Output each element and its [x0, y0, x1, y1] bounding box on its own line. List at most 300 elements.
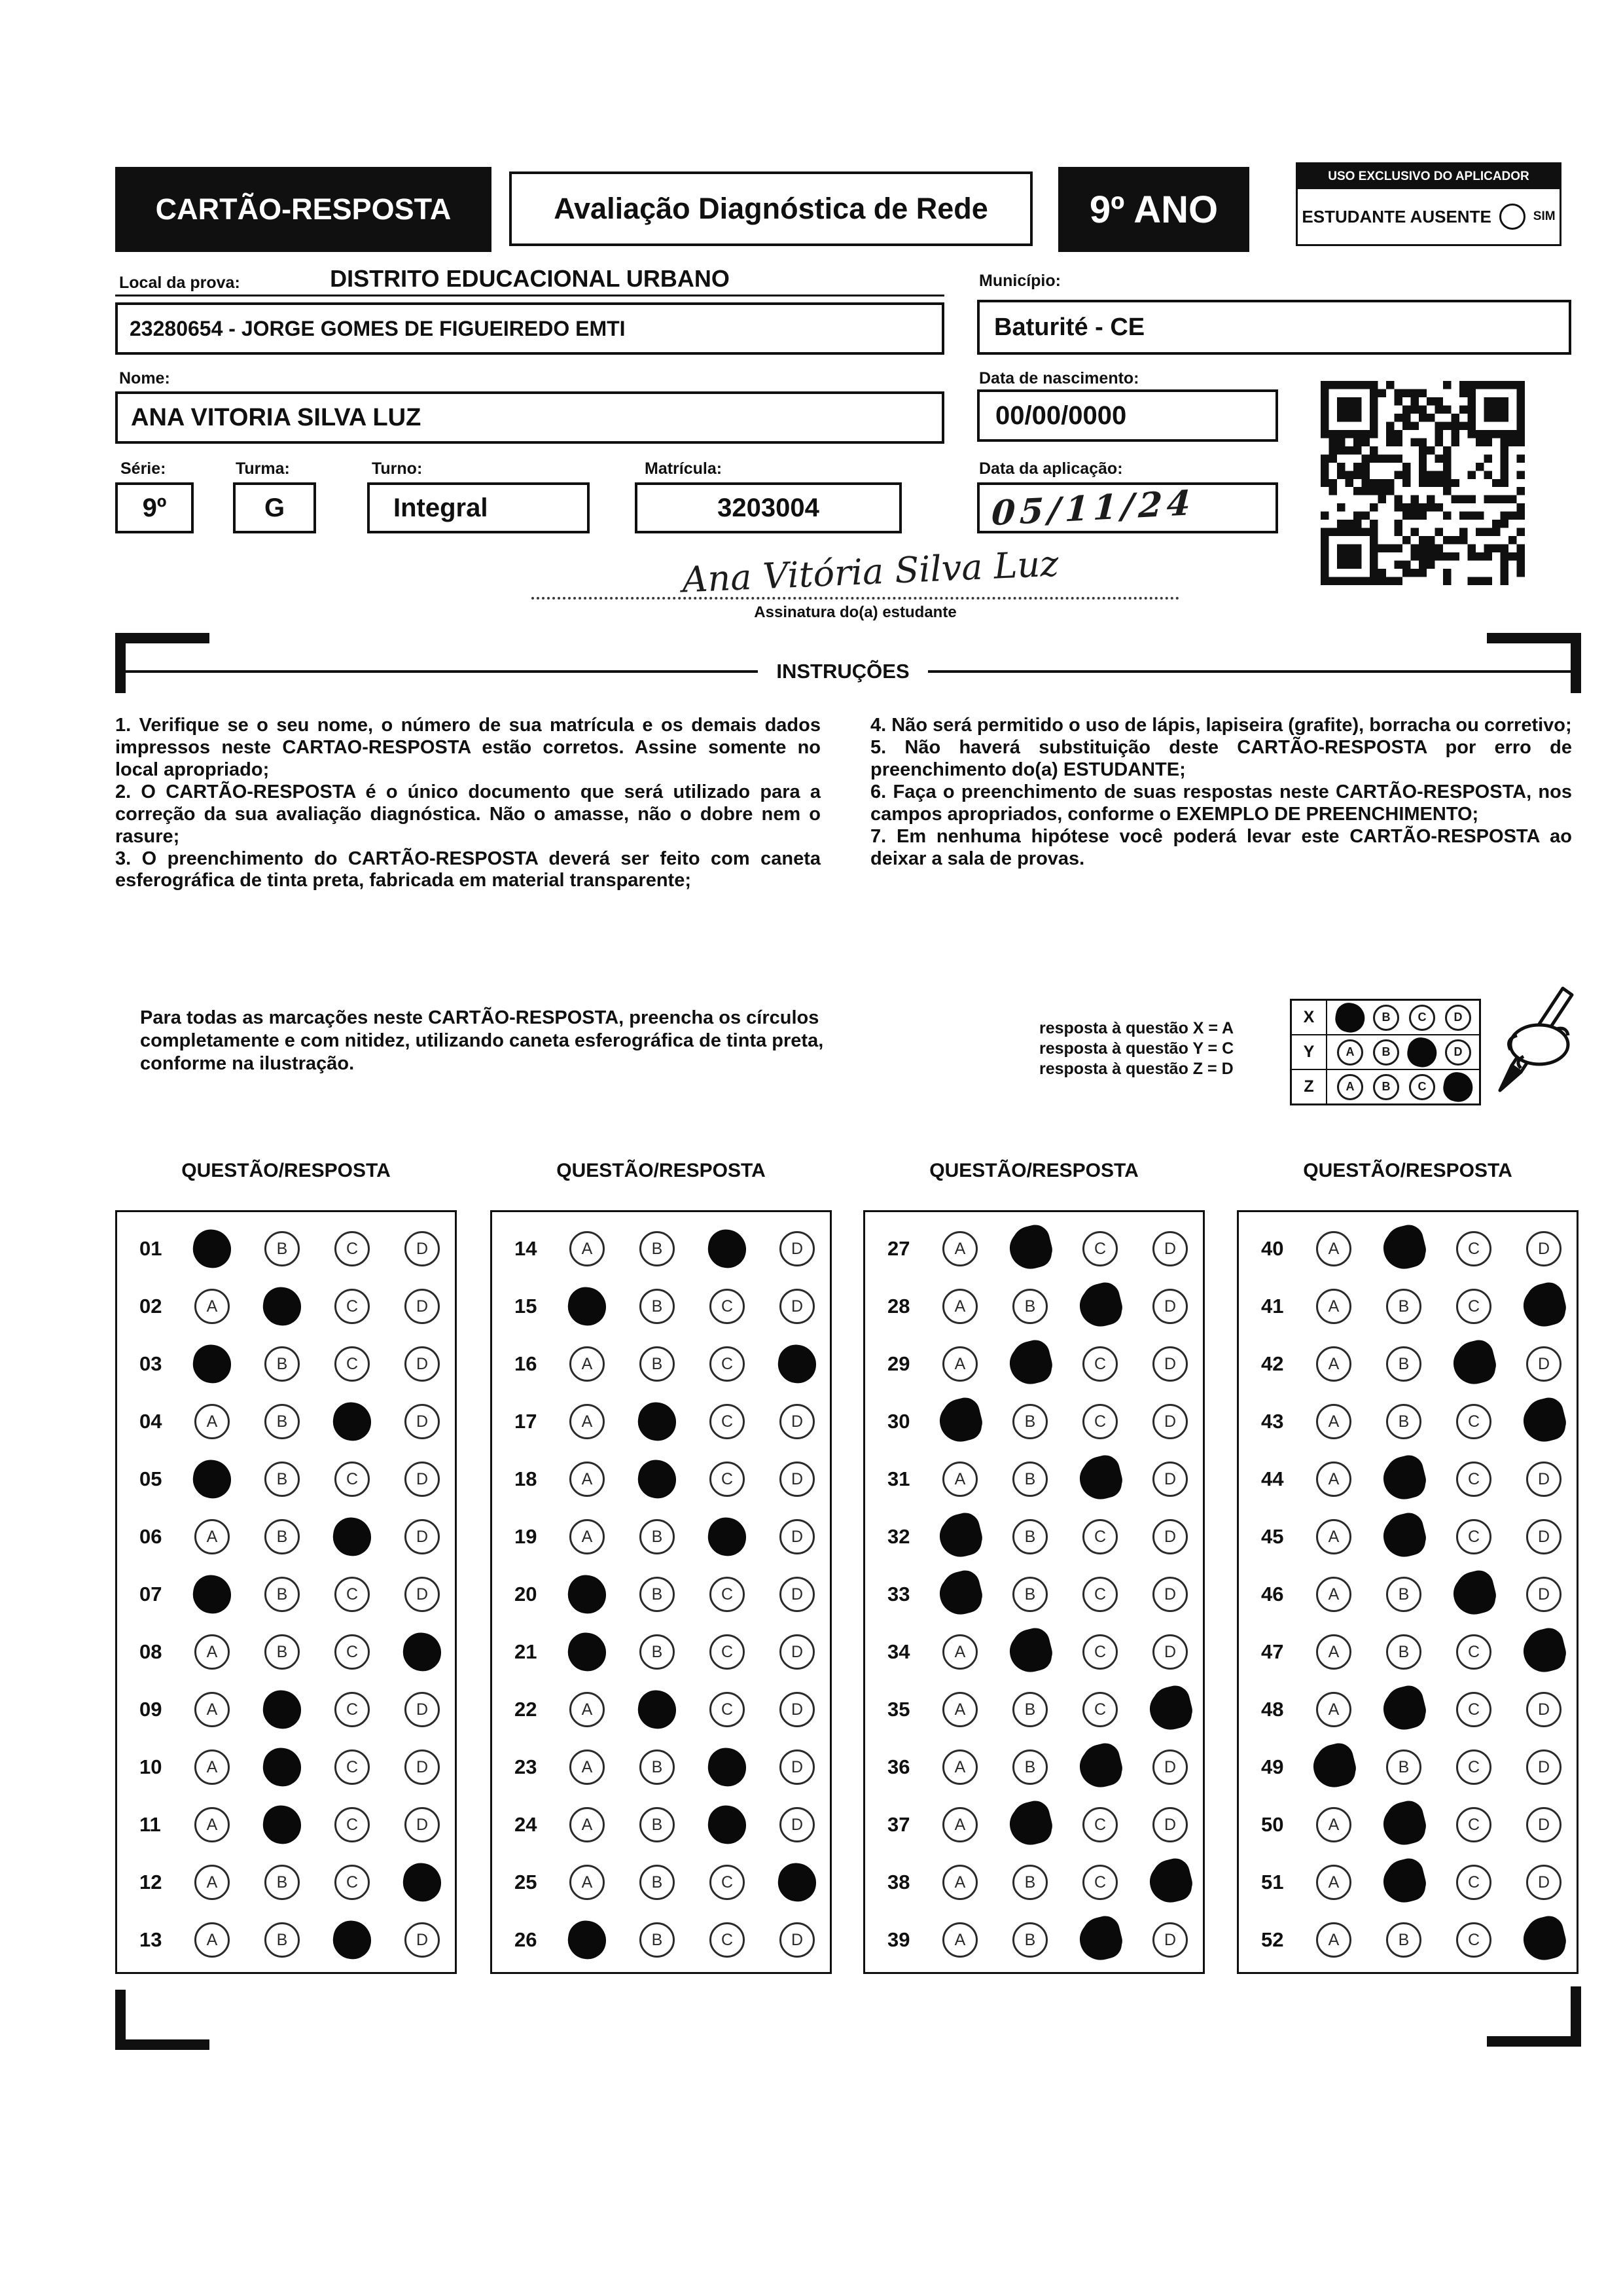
bubble-c[interactable]: C — [709, 1289, 745, 1324]
question-row — [117, 1854, 455, 1911]
qr-code — [1321, 381, 1525, 585]
bubble-d[interactable] — [1520, 1282, 1569, 1331]
bubble-c[interactable]: C — [1456, 1404, 1491, 1439]
question-number: 12 — [139, 1871, 162, 1893]
bubble-c[interactable] — [330, 1918, 374, 1962]
bubble-b[interactable] — [1006, 1340, 1055, 1389]
question-row — [117, 1738, 455, 1796]
question-row — [117, 1220, 455, 1278]
bubble-d[interactable] — [1520, 1916, 1569, 1965]
municipio-label: Município: — [979, 272, 1061, 290]
question-number: 19 — [514, 1525, 537, 1548]
bubble-b[interactable] — [1380, 1801, 1429, 1850]
bubble-a[interactable] — [565, 1573, 609, 1617]
question-number: 46 — [1261, 1583, 1284, 1605]
bubble-d[interactable]: D — [1526, 1462, 1561, 1497]
bubble-b[interactable]: B — [264, 1577, 300, 1612]
bubble-c[interactable]: C — [1456, 1231, 1491, 1266]
applicator-box — [1296, 162, 1561, 246]
bubble-c[interactable] — [705, 1746, 749, 1789]
example-grid — [1290, 999, 1481, 1105]
local-da-prova-value: DISTRITO EDUCACIONAL URBANO — [330, 265, 730, 292]
bubble-d[interactable] — [1520, 1397, 1569, 1446]
bubble-a[interactable]: A — [569, 1404, 605, 1439]
bubble-b[interactable] — [1380, 1225, 1429, 1274]
bubble-c[interactable]: C — [334, 1749, 370, 1785]
bubble-d[interactable]: D — [404, 1404, 440, 1439]
question-row — [1239, 1911, 1577, 1969]
bubble-c[interactable]: C — [334, 1865, 370, 1900]
bubble-b[interactable]: B — [1012, 1519, 1048, 1554]
bubble-b[interactable]: B — [639, 1519, 675, 1554]
question-number: 16 — [514, 1352, 537, 1375]
bubble-c[interactable]: C — [1082, 1807, 1118, 1842]
question-number: 33 — [887, 1583, 910, 1605]
turma-label: Turma: — [236, 459, 290, 478]
question-row — [492, 1450, 830, 1508]
example-bubble-b: B — [1373, 1039, 1399, 1066]
nascimento-box[interactable]: 00/00/0000 — [977, 389, 1278, 442]
bubble-c[interactable] — [330, 1400, 374, 1444]
bubble-b[interactable]: B — [264, 1922, 300, 1958]
bubble-d[interactable]: D — [779, 1577, 815, 1612]
bubble-b[interactable]: B — [264, 1346, 300, 1382]
instruction-item: 4. Não será permitido o uso de lápis, lapiseira (grafite), borracha ou corretivo; — [870, 715, 1572, 736]
bubble-c[interactable]: C — [334, 1634, 370, 1670]
bubble-c[interactable]: C — [1082, 1346, 1118, 1382]
bubble-c[interactable]: C — [709, 1577, 745, 1612]
bubble-b[interactable] — [1006, 1628, 1055, 1677]
bubble-a[interactable]: A — [569, 1462, 605, 1497]
bubble-b[interactable]: B — [264, 1231, 300, 1266]
bubble-a[interactable]: A — [1316, 1462, 1351, 1497]
crop-mark-bottom-left — [115, 1990, 209, 2050]
bubble-b[interactable]: B — [639, 1865, 675, 1900]
bubble-d[interactable]: D — [1152, 1922, 1188, 1958]
bubble-c[interactable]: C — [1082, 1865, 1118, 1900]
question-row — [1239, 1738, 1577, 1796]
question-number: 05 — [139, 1467, 162, 1490]
bubble-b[interactable]: B — [1386, 1289, 1421, 1324]
bubble-a[interactable]: A — [1316, 1289, 1351, 1324]
bubble-c[interactable]: C — [709, 1346, 745, 1382]
bubble-b[interactable]: B — [639, 1577, 675, 1612]
question-row — [492, 1681, 830, 1738]
bubble-a[interactable]: A — [942, 1692, 978, 1727]
bubble-a[interactable]: A — [1316, 1865, 1351, 1900]
bubble-b[interactable]: B — [1386, 1346, 1421, 1382]
student-absent-label: ESTUDANTE AUSENTE — [1302, 206, 1491, 226]
bubble-b[interactable]: B — [264, 1634, 300, 1670]
bubble-a[interactable]: A — [942, 1922, 978, 1958]
bubble-a[interactable] — [565, 1285, 609, 1329]
bubble-d[interactable]: D — [779, 1404, 815, 1439]
bubble-a[interactable] — [565, 1630, 609, 1674]
aplicacao-box[interactable] — [977, 482, 1278, 533]
bubble-a[interactable] — [1310, 1743, 1359, 1792]
bubble-d[interactable]: D — [1526, 1519, 1561, 1554]
question-number: 47 — [1261, 1640, 1284, 1663]
bubble-b[interactable] — [1006, 1801, 1055, 1850]
municipio-box[interactable]: Baturité - CE — [977, 300, 1571, 355]
bubble-d[interactable]: D — [1526, 1865, 1561, 1900]
bubble-a[interactable]: A — [942, 1231, 978, 1266]
bubble-d[interactable]: D — [404, 1807, 440, 1842]
bubble-c[interactable]: C — [1456, 1749, 1491, 1785]
bubble-a[interactable] — [565, 1918, 609, 1962]
bubble-b[interactable] — [1380, 1858, 1429, 1907]
bubble-b[interactable]: B — [264, 1404, 300, 1439]
question-number: 04 — [139, 1410, 162, 1433]
answers-block-1 — [115, 1210, 457, 1974]
bubble-b[interactable]: B — [639, 1634, 675, 1670]
bubble-d[interactable]: D — [779, 1634, 815, 1670]
question-row — [1239, 1278, 1577, 1335]
bubble-d[interactable] — [1146, 1685, 1195, 1734]
bubble-a[interactable]: A — [194, 1749, 230, 1785]
grade-badge: 9º ANO — [1058, 167, 1249, 252]
bubble-d[interactable]: D — [1152, 1807, 1188, 1842]
bubble-a[interactable]: A — [194, 1692, 230, 1727]
local-da-prova-label: Local da prova: — [119, 274, 240, 292]
question-row — [865, 1220, 1203, 1278]
bubble-d[interactable]: D — [1152, 1519, 1188, 1554]
bubble-a[interactable]: A — [194, 1865, 230, 1900]
example-bubble-b: B — [1373, 1074, 1399, 1100]
question-number: 23 — [514, 1755, 537, 1778]
bubble-a[interactable] — [190, 1342, 234, 1386]
bubble-c[interactable] — [1076, 1916, 1125, 1965]
bubble-a[interactable]: A — [942, 1865, 978, 1900]
question-row — [117, 1796, 455, 1854]
question-row — [117, 1911, 455, 1969]
bubble-a[interactable]: A — [942, 1462, 978, 1497]
student-signature[interactable]: Ana Vitória Silva Luz — [681, 543, 1060, 601]
bubble-b[interactable]: B — [1386, 1922, 1421, 1958]
bubble-a[interactable]: A — [194, 1289, 230, 1324]
bubble-d[interactable]: D — [1526, 1231, 1561, 1266]
bubble-d[interactable] — [776, 1861, 819, 1905]
bubble-b[interactable]: B — [1012, 1692, 1048, 1727]
bubble-c[interactable]: C — [334, 1577, 370, 1612]
bubble-c[interactable]: C — [1456, 1807, 1491, 1842]
question-number: 34 — [887, 1640, 910, 1663]
bubble-c[interactable]: C — [709, 1462, 745, 1497]
bubble-a[interactable]: A — [194, 1519, 230, 1554]
bubble-c[interactable]: C — [709, 1634, 745, 1670]
bubble-c[interactable] — [705, 1803, 749, 1847]
bubble-c[interactable]: C — [1456, 1692, 1491, 1727]
bubble-b[interactable]: B — [1386, 1404, 1421, 1439]
bubble-c[interactable] — [330, 1515, 374, 1559]
bubble-d[interactable]: D — [1526, 1346, 1561, 1382]
bubble-d[interactable]: D — [404, 1692, 440, 1727]
bubble-c[interactable]: C — [1456, 1462, 1491, 1497]
bubble-a[interactable]: A — [942, 1346, 978, 1382]
bubble-d[interactable] — [401, 1861, 444, 1905]
bubble-b[interactable]: B — [264, 1865, 300, 1900]
bubble-a[interactable]: A — [194, 1922, 230, 1958]
bubble-c[interactable]: C — [1082, 1634, 1118, 1670]
bubble-d[interactable]: D — [1526, 1577, 1561, 1612]
bubble-a[interactable]: A — [569, 1231, 605, 1266]
bubble-a[interactable]: A — [194, 1404, 230, 1439]
bubble-b[interactable]: B — [1386, 1634, 1421, 1670]
aplicacao-label: Data da aplicação: — [979, 459, 1123, 478]
bubble-a[interactable]: A — [569, 1807, 605, 1842]
bubble-b[interactable]: B — [639, 1231, 675, 1266]
bubble-b[interactable]: B — [1386, 1749, 1421, 1785]
bubble-d[interactable] — [776, 1342, 819, 1386]
answers-header-4: QUESTÃO/RESPOSTA — [1303, 1160, 1512, 1181]
question-number: 37 — [887, 1813, 910, 1836]
bubble-d[interactable]: D — [1526, 1692, 1561, 1727]
bubble-c[interactable]: C — [709, 1692, 745, 1727]
bubble-c[interactable] — [705, 1227, 749, 1271]
bubble-a[interactable]: A — [1316, 1807, 1351, 1842]
bubble-c[interactable]: C — [334, 1289, 370, 1324]
question-row — [492, 1566, 830, 1623]
bubble-b[interactable] — [260, 1803, 304, 1847]
bubble-d[interactable]: D — [779, 1462, 815, 1497]
bubble-b[interactable]: B — [1012, 1922, 1048, 1958]
bubble-a[interactable]: A — [1316, 1346, 1351, 1382]
question-number: 45 — [1261, 1525, 1284, 1548]
bubble-b[interactable] — [635, 1688, 679, 1732]
question-number: 18 — [514, 1467, 537, 1490]
turno-box[interactable]: Integral — [367, 482, 590, 533]
example-bubble-c: C — [1409, 1074, 1435, 1100]
bubble-c[interactable]: C — [334, 1462, 370, 1497]
bubble-b[interactable] — [1380, 1685, 1429, 1734]
question-row — [1239, 1335, 1577, 1393]
bubble-a[interactable]: A — [1316, 1404, 1351, 1439]
bubble-d[interactable]: D — [779, 1231, 815, 1266]
bubble-c[interactable] — [1450, 1340, 1499, 1389]
bubble-a[interactable]: A — [569, 1346, 605, 1382]
turno-label: Turno: — [372, 459, 423, 478]
bubble-d[interactable] — [1520, 1628, 1569, 1677]
question-row — [1239, 1681, 1577, 1738]
bubble-c[interactable]: C — [334, 1346, 370, 1382]
question-number: 07 — [139, 1583, 162, 1605]
legend-line: resposta à questão Z = D — [1039, 1060, 1234, 1078]
bubble-c[interactable]: C — [1456, 1289, 1491, 1324]
question-number: 09 — [139, 1698, 162, 1721]
bubble-a[interactable]: A — [1316, 1634, 1351, 1670]
bubble-a[interactable]: A — [1316, 1692, 1351, 1727]
bubble-d[interactable]: D — [1152, 1634, 1188, 1670]
bubble-b[interactable]: B — [1386, 1577, 1421, 1612]
bubble-d[interactable]: D — [779, 1692, 815, 1727]
question-number: 21 — [514, 1640, 537, 1663]
serie-box[interactable]: 9º — [115, 482, 194, 533]
bubble-d[interactable]: D — [1152, 1404, 1188, 1439]
bubble-b[interactable] — [635, 1400, 679, 1444]
nome-label: Nome: — [119, 369, 170, 387]
bubble-c[interactable]: C — [709, 1404, 745, 1439]
bubble-d[interactable]: D — [404, 1577, 440, 1612]
bubble-d[interactable]: D — [1152, 1749, 1188, 1785]
bubble-d[interactable]: D — [404, 1922, 440, 1958]
question-number: 01 — [139, 1237, 162, 1260]
question-number: 13 — [139, 1928, 162, 1951]
bubble-d[interactable] — [1146, 1858, 1195, 1907]
bubble-d[interactable]: D — [1526, 1749, 1561, 1785]
bubble-d[interactable]: D — [404, 1289, 440, 1324]
instruction-item: 3. O preenchimento do CARTÃO-RESPOSTA deverá ser feito com caneta esferográfica de tinta preta, fabricada em material transparente; — [115, 848, 821, 891]
question-number: 48 — [1261, 1698, 1284, 1721]
bubble-b[interactable]: B — [264, 1462, 300, 1497]
bubble-d[interactable]: D — [1526, 1807, 1561, 1842]
bubble-c[interactable]: C — [1082, 1577, 1118, 1612]
instructions-divider — [115, 660, 1571, 683]
example-bubble-a: A — [1337, 1039, 1363, 1066]
bubble-a[interactable]: A — [942, 1807, 978, 1842]
question-number: 14 — [514, 1237, 537, 1260]
bubble-a[interactable]: A — [942, 1289, 978, 1324]
bubble-c[interactable] — [705, 1515, 749, 1559]
question-number: 27 — [887, 1237, 910, 1260]
question-number: 03 — [139, 1352, 162, 1375]
bubble-b[interactable] — [260, 1746, 304, 1789]
bubble-d[interactable]: D — [1152, 1289, 1188, 1324]
bubble-d[interactable]: D — [1152, 1462, 1188, 1497]
bubble-c[interactable] — [1450, 1570, 1499, 1619]
question-number: 30 — [887, 1410, 910, 1433]
matricula-label: Matrícula: — [645, 459, 722, 478]
bubble-b[interactable]: B — [639, 1922, 675, 1958]
question-number: 11 — [139, 1813, 161, 1836]
question-number: 29 — [887, 1352, 910, 1375]
bubble-b[interactable]: B — [639, 1749, 675, 1785]
bubble-d[interactable]: D — [1152, 1346, 1188, 1382]
turma-box[interactable]: G — [233, 482, 316, 533]
bubble-d[interactable]: D — [404, 1749, 440, 1785]
question-row — [1239, 1854, 1577, 1911]
bubble-d[interactable]: D — [404, 1462, 440, 1497]
bubble-b[interactable]: B — [1012, 1865, 1048, 1900]
bubble-d[interactable]: D — [779, 1922, 815, 1958]
bubble-a[interactable] — [936, 1570, 985, 1619]
bubble-c[interactable]: C — [1082, 1692, 1118, 1727]
bubble-c[interactable]: C — [1456, 1865, 1491, 1900]
example-row-label: X — [1292, 1001, 1327, 1034]
bubble-c[interactable]: C — [1456, 1519, 1491, 1554]
bubble-c[interactable]: C — [1456, 1922, 1491, 1958]
bubble-c[interactable] — [1076, 1282, 1125, 1331]
bubble-b[interactable] — [635, 1458, 679, 1501]
bubble-a[interactable]: A — [569, 1519, 605, 1554]
bubble-a[interactable]: A — [569, 1865, 605, 1900]
local-underline — [115, 295, 944, 296]
bubble-b[interactable]: B — [1012, 1404, 1048, 1439]
bubble-b[interactable]: B — [1012, 1462, 1048, 1497]
bubble-b[interactable] — [260, 1285, 304, 1329]
bubble-a[interactable]: A — [1316, 1922, 1351, 1958]
bubble-d[interactable]: D — [779, 1519, 815, 1554]
bubble-a[interactable]: A — [942, 1634, 978, 1670]
question-row — [865, 1854, 1203, 1911]
bubble-b[interactable]: B — [1012, 1289, 1048, 1324]
bubble-d[interactable]: D — [1152, 1231, 1188, 1266]
absent-checkbox[interactable] — [1499, 204, 1525, 230]
bubble-a[interactable]: A — [942, 1749, 978, 1785]
bubble-c[interactable] — [1076, 1743, 1125, 1792]
bubble-d[interactable]: D — [779, 1807, 815, 1842]
bubble-b[interactable] — [1380, 1455, 1429, 1504]
bubble-a[interactable]: A — [1316, 1577, 1351, 1612]
bubble-a[interactable] — [936, 1397, 985, 1446]
matricula-box[interactable]: 3203004 — [635, 482, 902, 533]
bubble-b[interactable] — [1006, 1225, 1055, 1274]
example-bubble-d: D — [1445, 1039, 1471, 1066]
answers-header-3: QUESTÃO/RESPOSTA — [929, 1160, 1139, 1181]
bubble-b[interactable]: B — [639, 1807, 675, 1842]
example-row — [1292, 1001, 1479, 1035]
answers-block-3 — [863, 1210, 1205, 1974]
bubble-a[interactable]: A — [569, 1749, 605, 1785]
bubble-d[interactable]: D — [404, 1231, 440, 1266]
bubble-d[interactable]: D — [779, 1749, 815, 1785]
bubble-b[interactable]: B — [1012, 1749, 1048, 1785]
question-row — [865, 1623, 1203, 1681]
bubble-c[interactable]: C — [334, 1807, 370, 1842]
bubble-c[interactable]: C — [334, 1692, 370, 1727]
bubble-b[interactable]: B — [264, 1519, 300, 1554]
bubble-a[interactable]: A — [194, 1807, 230, 1842]
bubble-c[interactable]: C — [334, 1231, 370, 1266]
bubble-c[interactable]: C — [1082, 1519, 1118, 1554]
bubble-a[interactable]: A — [1316, 1231, 1351, 1266]
bubble-a[interactable] — [190, 1573, 234, 1617]
bubble-c[interactable]: C — [709, 1922, 745, 1958]
bubble-c[interactable]: C — [1082, 1231, 1118, 1266]
bubble-b[interactable]: B — [639, 1289, 675, 1324]
question-row — [492, 1911, 830, 1969]
bubble-d[interactable]: D — [1152, 1577, 1188, 1612]
hand-pen-illustration — [1458, 978, 1579, 1109]
bubble-d[interactable]: D — [404, 1346, 440, 1382]
bubble-a[interactable]: A — [1316, 1519, 1351, 1554]
question-row — [117, 1681, 455, 1738]
bubble-d[interactable] — [401, 1630, 444, 1674]
bubble-c[interactable]: C — [709, 1865, 745, 1900]
bubble-a[interactable] — [936, 1513, 985, 1562]
bubble-c[interactable]: C — [1082, 1404, 1118, 1439]
bubble-a[interactable]: A — [194, 1634, 230, 1670]
nome-box[interactable]: ANA VITORIA SILVA LUZ — [115, 391, 944, 444]
question-number: 51 — [1261, 1871, 1284, 1893]
bubble-d[interactable]: D — [404, 1519, 440, 1554]
bubble-b[interactable] — [1380, 1513, 1429, 1562]
question-row — [865, 1278, 1203, 1335]
legend-line: resposta à questão Y = C — [1039, 1039, 1234, 1058]
question-number: 15 — [514, 1295, 537, 1318]
bubble-c[interactable]: C — [1456, 1634, 1491, 1670]
question-row — [492, 1220, 830, 1278]
bubble-b[interactable] — [260, 1688, 304, 1732]
bubble-a[interactable]: A — [569, 1692, 605, 1727]
bubble-b[interactable]: B — [639, 1346, 675, 1382]
aplicacao-handwritten-date: 05/11/24 — [990, 482, 1196, 533]
bubble-a[interactable] — [190, 1227, 234, 1271]
question-number: 10 — [139, 1755, 162, 1778]
bubble-b[interactable]: B — [1012, 1577, 1048, 1612]
bubble-a[interactable] — [190, 1458, 234, 1501]
bubble-d[interactable]: D — [779, 1289, 815, 1324]
bubble-c[interactable] — [1076, 1455, 1125, 1504]
